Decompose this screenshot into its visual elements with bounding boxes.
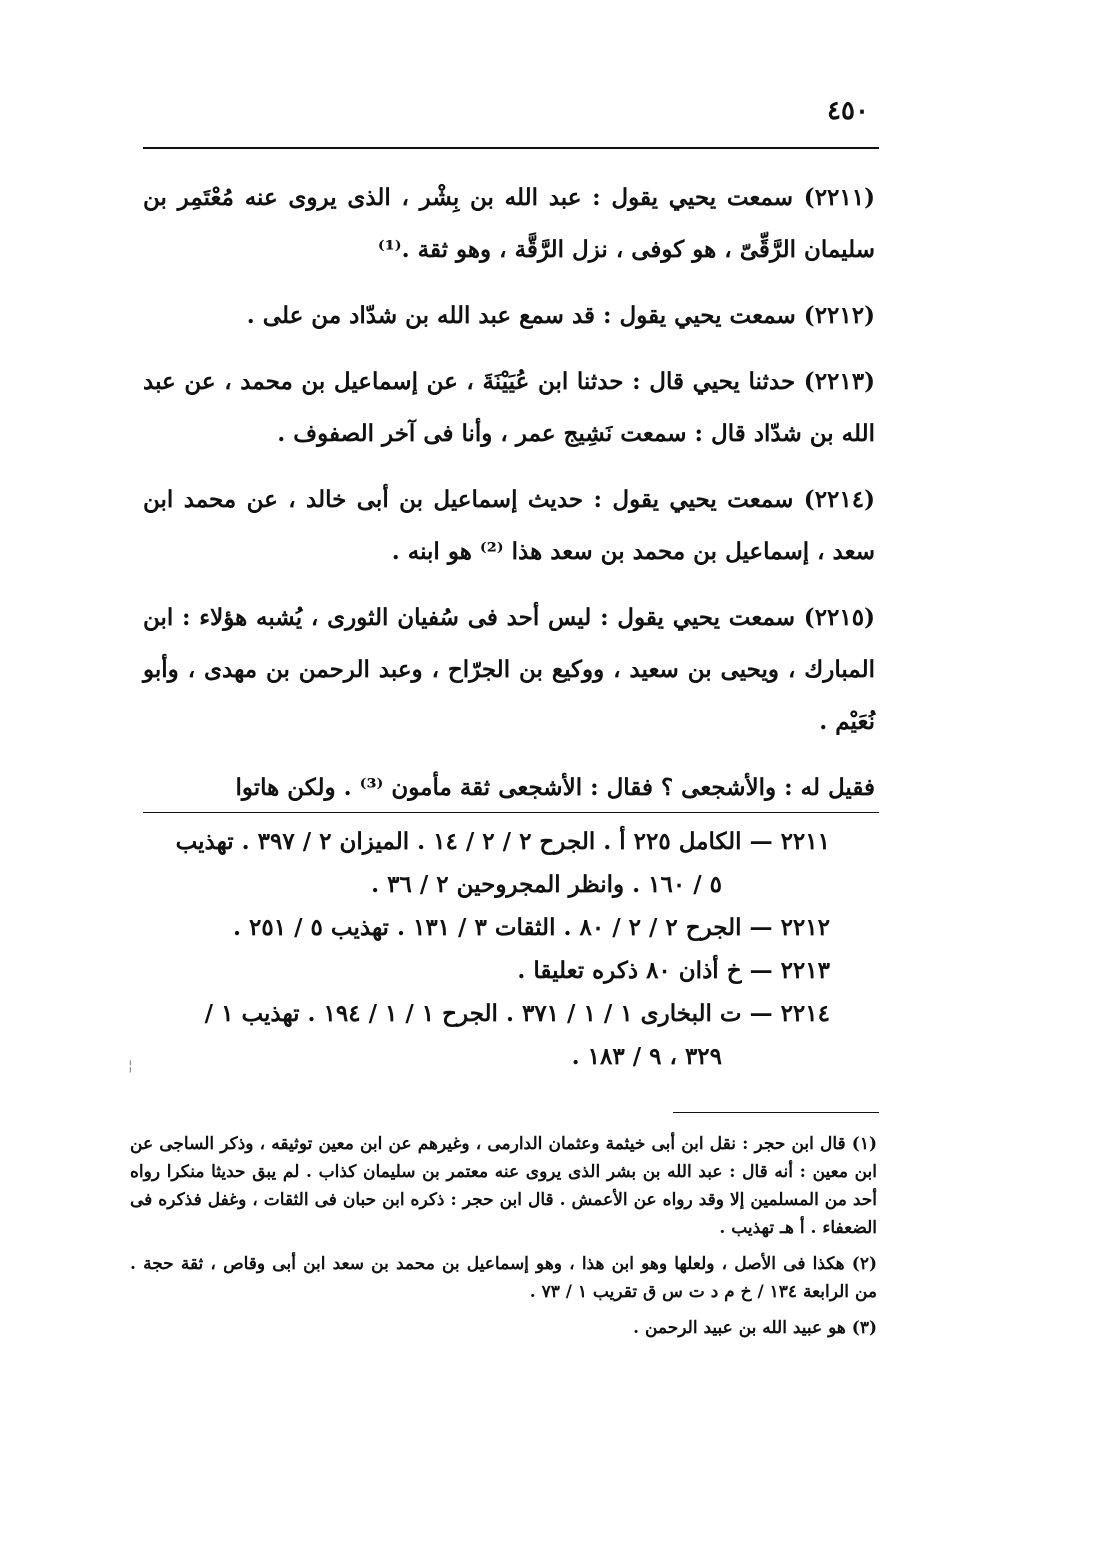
scan-mark: ¦ — [128, 1058, 133, 1074]
reference-line: ٢٢١٣ — خ أذان ٨٠ ذكره تعليقا . — [517, 957, 830, 984]
footnote-2: (٢) هكذا فى الأصل ، ولعلها وهو ابن هذا ، وهو إسماعيل بن محمد بن سعد ابن أبى وقاص ، ثقة حجة . من الرابعة ١٣٤ / خ م د ت س ق تقريب ١ / ٧٣ . — [130, 1254, 877, 1302]
paragraph-2213: (٢٢١٣) حدثنا يحيي قال : حدثنا ابن عُيَيْنَةَ ، عن إسماعيل بن محمد ، عن عبد الله بن شدّاد قال : سمعت نَشِيج عمر ، وأنا فى آخر الصفوف . — [143, 368, 875, 447]
paragraph-2212: (٢٢١٢) سمعت يحيي يقول : قد سمع عبد الله بن شدّاد من على . — [246, 302, 875, 329]
reference-line: ٢٢١١ — الكامل ٢٢٥ أ . الجرح ٢ / ٢ / ١٤ . الميزان ٢ / ٣٩٧ . تهذيب — [175, 828, 830, 855]
footnote-3: (٣) هو عبيد الله بن عبيد الرحمن . — [633, 1318, 877, 1338]
references-rule — [143, 812, 879, 813]
references-block — [130, 820, 830, 1078]
footnotes-rule — [673, 1112, 879, 1113]
page-number: ٤٥٠ — [827, 96, 869, 126]
main-text — [143, 172, 875, 828]
footnotes-block — [130, 1130, 877, 1350]
reference-line: ٢٢١٤ — ت البخارى ١ / ١ / ٣٧١ . الجرح ١ / ١ / ١٩٤ . تهذيب ١ / — [204, 1000, 830, 1027]
reference-line: ٥ / ١٦٠ . وانظر المجروحين ٢ / ٣٦ . — [371, 871, 722, 898]
reference-line: ٣٢٩ ، ٩ / ١٨٣ . — [571, 1043, 722, 1070]
paragraph-2211: (٢٢١١) سمعت يحيي يقول : عبد الله بن بِشْر ، الذى يروى عنه مُعْتَمِر بن سليمان الرَّقِّىّ ، هو كوفى ، نزل الرَّقَّة ، وهو ثقة .⁽¹⁾ — [143, 184, 875, 263]
header-rule — [143, 147, 879, 149]
paragraph-continuation: فقيل له : والأشجعى ؟ فقال : الأشجعى ثقة مأمون ⁽³⁾ . ولكن هاتوا — [235, 774, 875, 801]
footnote-1: (١) قال ابن حجر : نقل ابن أبى خيثمة وعثمان الدارمى ، وغيرهم عن ابن معين توثيقه ، وذكر الساجى عن ابن معين : أنه قال : عبد الله بن بشر الذى يروى عنه معتمر بن سليمان كذاب . لم يبق حديثا منكرا رواه أحد من المسلمين إلا وقد رواه عن الأعمش . قال ابن حجر : ذكره ابن حبان فى الثقات ، وغفل فذكره فى الضعفاء . أ هـ تهذيب . — [130, 1134, 877, 1238]
paragraph-2215: (٢٢١٥) سمعت يحيي يقول : ليس أحد فى سُفيان الثورى ، يُشبه هؤلاء : ابن المبارك ، ويحيى بن سعيد ، ووكيع بن الجرّاح ، وعبد الرحمن بن مهدى ، وأبو نُعَيْم . — [143, 604, 875, 735]
paragraph-2214: (٢٢١٤) سمعت يحيي يقول : حديث إسماعيل بن أبى خالد ، عن محمد ابن سعد ، إسماعيل بن محمد بن سعد هذا ⁽²⁾ هو ابنه . — [143, 486, 875, 565]
reference-line: ٢٢١٢ — الجرح ٢ / ٢ / ٨٠ . الثقات ٣ / ١٣١ . تهذيب ٥ / ٢٥١ . — [233, 914, 830, 941]
